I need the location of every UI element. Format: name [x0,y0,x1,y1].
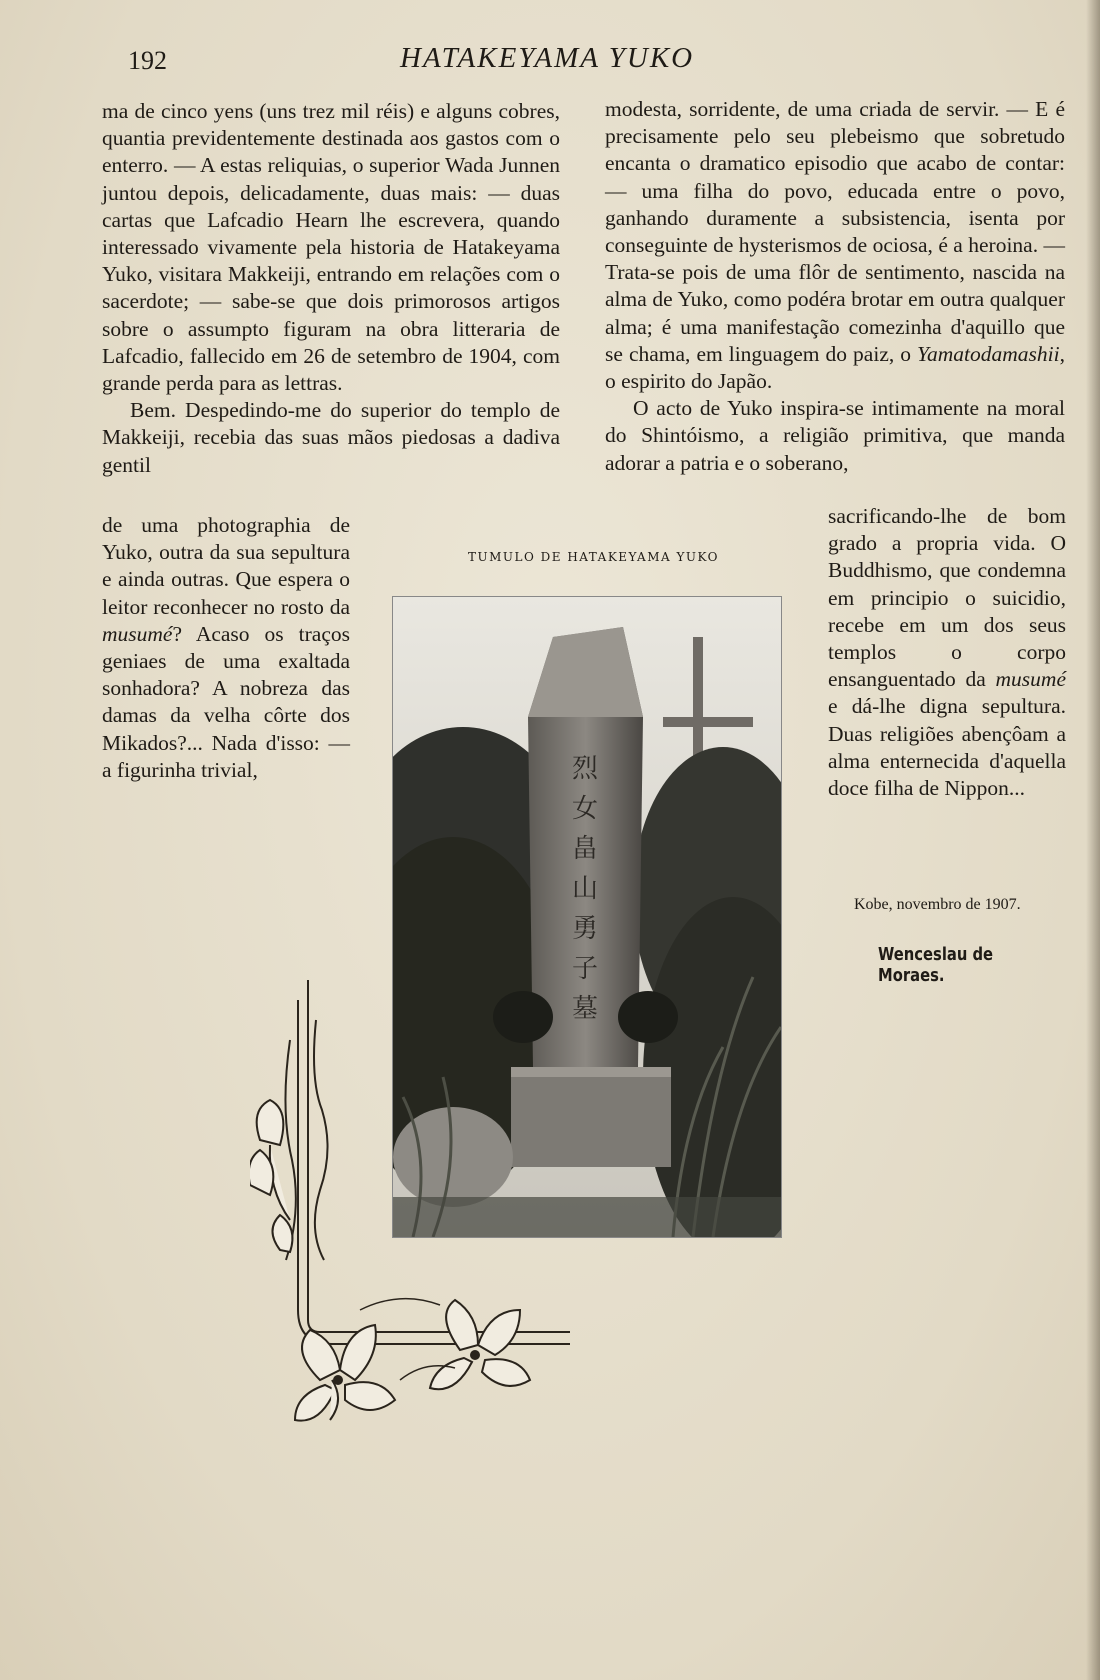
right-column-wide [605,96,1065,477]
svg-text:子: 子 [571,954,599,984]
svg-text:畠: 畠 [571,834,599,864]
left-paragraph-2: Bem. Despedindo-me do superior do templo de Makkeiji, recebia das suas mãos piedosas a dadiva gentil [102,398,560,477]
svg-text:勇: 勇 [571,914,599,944]
left-narrow-paragraph [102,512,350,784]
right-column-narrow [828,503,1066,802]
svg-text:女: 女 [571,794,599,824]
svg-text:山: 山 [571,874,599,904]
author-signature: Wenceslau de Moraes. [878,944,994,986]
dateline: Kobe, novembro de 1907. [854,896,1021,913]
left-paragraph-1: ma de cinco yens (uns trez mil réis) e alguns cobres, quantia previdentemente destinada aos gastos com o enterro. — A estas reliquias, o superior Wada Junnen juntou depois, delicadamente, duas mais: — duas cartas que Lafcadio Hearn lhe escrevera, quando interessado vivamente pela historia de Hatakeyama Yuko, visitara Makkeiji, entrando em relações com o sacerdote; — sabe-se que dois primorosos artigos sobre o assumpto figuram na obra litteraria de Lafcadio, fallecido em 26 de setembro de 1904, com grande perda para as lettras. [102,99,560,396]
right-paragraph-1 [605,96,1065,395]
left-column-narrow [102,512,350,784]
term-musume-2: musumé [995,667,1066,692]
svg-text:烈: 烈 [571,754,599,784]
left-column-wide [102,98,560,479]
right-narrow-text-b: e dá-lhe digna sepultura. Duas religiões abençôam a alma enternecida d'aquella doce filha de Nippon... [828,694,1066,801]
right-paragraph-1-end: , o espirito do Japão. [605,341,1065,394]
figure-caption: TUMULO DE HATAKEYAMA YUKO [468,550,719,564]
right-paragraph-1-text: modesta, sorridente, de uma criada de servir. — E é precisamente pelo seu plebeismo que sobretudo encanta o dramatico episodio que acabo de contar: — uma filha do povo, educada entre o povo, ganhando duramente a subsistencia, isenta por conseguinte de hysterismos de ociosa, é a heroina. — Trata-se pois de uma flôr de sentimento, nascida na alma de Yuko, como podéra brotar em outra qualquer alma; é uma manifestação comezinha d'aquillo que se chama, em linguagem do paiz, o [605,97,1065,366]
lily-corner-ornament [250,960,580,1440]
left-narrow-text-a: de uma photographia de Yuko, outra da sua sepultura e ainda outras. Que espera o leitor reconhecer no rosto da [102,513,350,619]
term-musume: musumé [102,621,173,646]
term-yamatodamashii: Yamatodamashii [917,341,1060,366]
right-narrow-paragraph [828,503,1066,802]
right-paragraph-2: O acto de Yuko inspira-se intimamente na moral do Shintóismo, a religião primitiva, que manda adorar a patria e o soberano, [605,396,1065,475]
lily-flower-left [295,1325,395,1421]
left-narrow-text-b: ? Acaso os traços geniaes de uma exaltada sonhadora? A nobreza das damas da velha côrte dos Mikados?... Nada d'isso: — a figurinha trivial, [102,621,350,782]
svg-text:墓: 墓 [571,994,599,1024]
page-number: 192 [128,46,167,75]
running-title: HATAKEYAMA YUKO [400,42,695,74]
right-narrow-text-a: sacrificando-lhe de bom grado a propria vida. O Buddhismo, que condemna em principio o suicidio, recebe em um dos seus templos o corpo ensanguentado da [828,504,1066,692]
